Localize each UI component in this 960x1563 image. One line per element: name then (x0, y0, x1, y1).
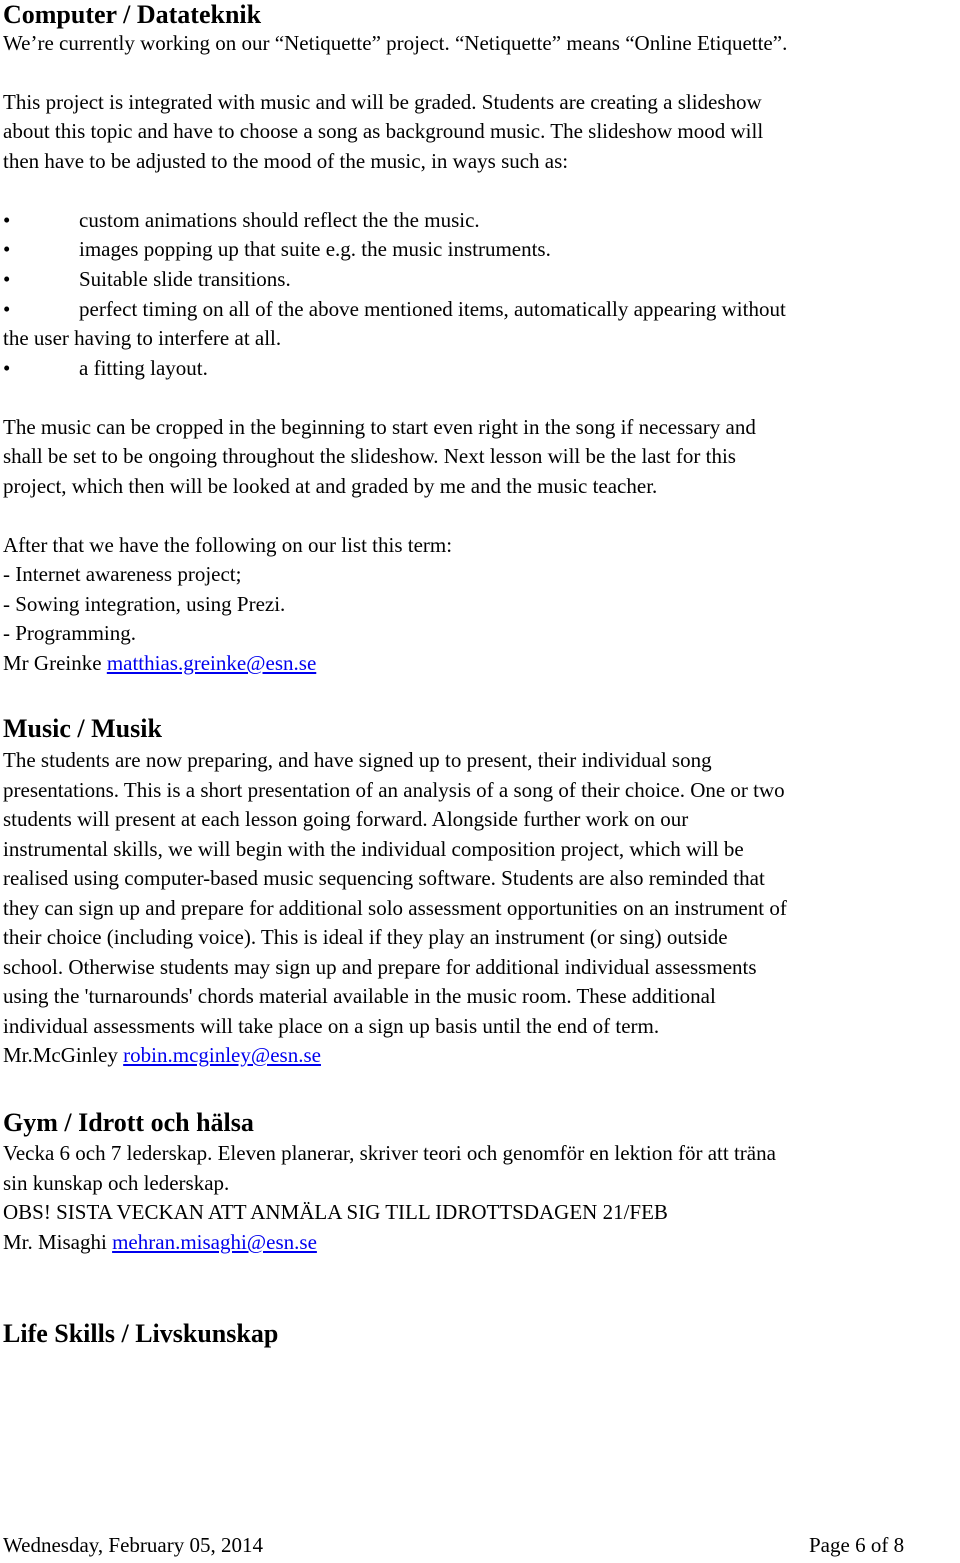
music-line-9: using the 'turnarounds' chords material available in the music room. These additional (3, 984, 716, 1008)
bullet-item-4-continued: the user having to interfere at all. (3, 326, 282, 350)
footer-date: Wednesday, February 05, 2014 (3, 1533, 263, 1557)
heading-lifeskills: Life Skills / Livskunskap (3, 1319, 279, 1348)
computer-para2-line-1: The music can be cropped in the beginning to start even right in the song if necessary and (3, 415, 756, 439)
music-line-8: school. Otherwise students may sign up and prepare for additional individual assessments (3, 955, 757, 979)
bullet-icon: • (3, 237, 11, 261)
heading-gym: Gym / Idrott och hälsa (3, 1108, 254, 1137)
email-link-mcginley[interactable]: robin.mcginley@esn.se (123, 1043, 321, 1067)
music-line-6: they can sign up and prepare for additional solo assessment opportunities on an instrument of (3, 896, 787, 920)
heading-music: Music / Musik (3, 714, 162, 743)
teacher-name: Mr Greinke (3, 651, 107, 675)
gym-line-1: Vecka 6 och 7 lederskap. Eleven planerar, skriver teori och genomför en lektion för att träna (3, 1141, 776, 1165)
bullet-icon: • (3, 267, 11, 291)
computer-para2-line-2: shall be set to be ongoing throughout the slideshow. Next lesson will be the last for this (3, 444, 736, 468)
computer-line-2: This project is integrated with music and will be graded. Students are creating a slideshow (3, 90, 762, 114)
music-line-10: individual assessments will take place on a sign up basis until the end of term. (3, 1014, 660, 1038)
bullet-item-1: custom animations should reflect the the music. (79, 208, 480, 232)
bullet-icon: • (3, 356, 11, 380)
teacher-name: Mr. Misaghi (3, 1230, 113, 1254)
music-teacher-line (3, 1041, 321, 1071)
music-line-1: The students are now preparing, and have signed up to present, their individual song (3, 748, 712, 772)
music-line-4: instrumental skills, we will begin with the individual composition project, which will be (3, 837, 744, 861)
bullet-icon: • (3, 297, 11, 321)
computer-line-4: then have to be adjusted to the mood of the music, in ways such as: (3, 149, 569, 173)
heading-computer: Computer / Datateknik (3, 0, 262, 29)
bullet-item-2: images popping up that suite e.g. the music instruments. (79, 237, 551, 261)
computer-line-1: We’re currently working on our “Netiquette” project. “Netiquette” means “Online Etiquette”. (3, 31, 788, 55)
computer-list-item-1: - Internet awareness project; (3, 562, 242, 586)
computer-para2-line-3: project, which then will be looked at and graded by me and the music teacher. (3, 474, 658, 498)
email-link-misaghi[interactable]: mehran.misaghi@esn.se (112, 1230, 317, 1254)
computer-list-item-2: - Sowing integration, using Prezi. (3, 592, 286, 616)
music-line-3: students will present at each lesson going forward. Alongside further work on our (3, 807, 689, 831)
bullet-item-5: a fitting layout. (79, 356, 208, 380)
gym-line-2: sin kunskap och lederskap. (3, 1171, 230, 1195)
footer-page-number: Page 6 of 8 (809, 1533, 905, 1557)
computer-list-item-3: - Programming. (3, 621, 136, 645)
gym-teacher-line (3, 1228, 317, 1258)
bullet-icon: • (3, 208, 11, 232)
gym-line-3: OBS! SISTA VECKAN ATT ANMÄLA SIG TILL IDROTTSDAGEN 21/FEB (3, 1200, 668, 1224)
computer-teacher-line (3, 649, 316, 679)
music-line-2: presentations. This is a short presentation of an analysis of a song of their choice. One or two (3, 778, 785, 802)
music-line-5: realised using computer-based music sequencing software. Students are also reminded that (3, 866, 765, 890)
bullet-item-4: perfect timing on all of the above mentioned items, automatically appearing without (79, 297, 786, 321)
bullet-item-3: Suitable slide transitions. (79, 267, 291, 291)
email-link-greinke[interactable]: matthias.greinke@esn.se (106, 651, 317, 675)
teacher-name: Mr.McGinley (3, 1043, 124, 1067)
computer-list-intro: After that we have the following on our list this term: (3, 533, 453, 557)
music-line-7: their choice (including voice). This is ideal if they play an instrument (or sing) outside (3, 925, 728, 949)
computer-line-3: about this topic and have to choose a song as background music. The slideshow mood will (3, 119, 764, 143)
